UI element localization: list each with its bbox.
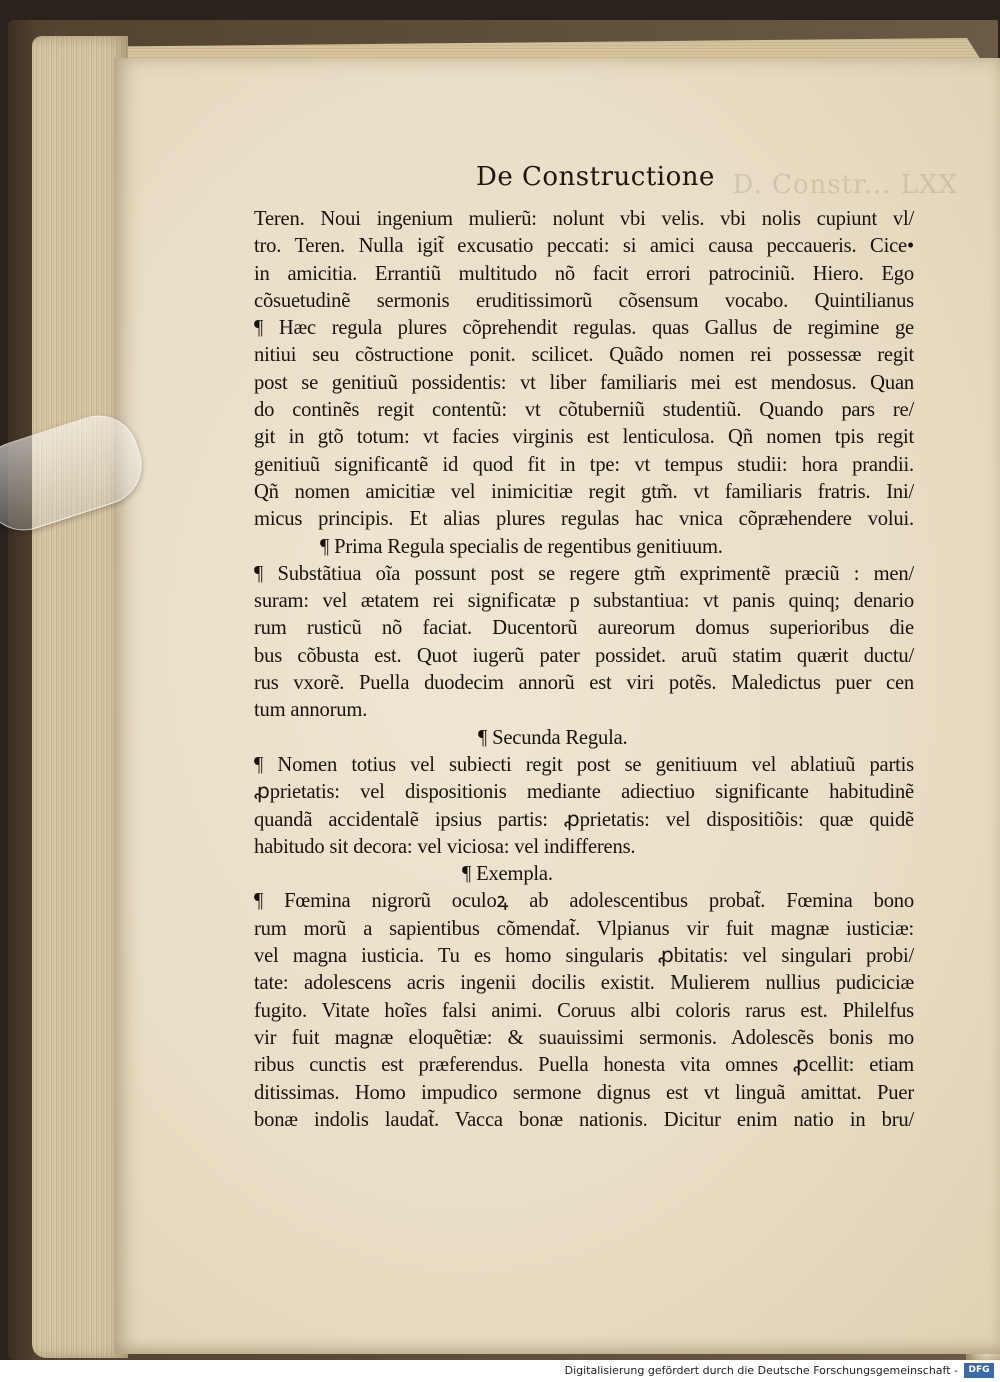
rule-heading: ¶ Secunda Regula. xyxy=(478,726,628,749)
text-line: rum morũ a sapientibus cõmendat̃. Vlpianus vir fuit magnæ iusticiæ: xyxy=(254,917,914,940)
text-line: nitiui seu cõstructione ponit. scilicet. Quãdo nomen rei possessæ regit xyxy=(254,344,914,367)
text-line: genitiuũ significantẽ id quod fit in tpe: vt tempus studii: hora prandii. xyxy=(254,453,914,476)
digitization-footer xyxy=(0,1360,1000,1382)
text-line: post se genitiuũ possidentis: vt liber familiaris mei est mendosus. Quan xyxy=(254,371,914,394)
text-line: Qñ nomen amicitiæ vel inimicitiæ regit gtm̃. vt familiaris fratris. Ini/ xyxy=(254,480,914,503)
printed-text-block xyxy=(254,206,914,1134)
text-line: cõsuetudinẽ sermonis eruditissimorũ cõsensum vocabo. Quintilianus xyxy=(254,289,914,312)
text-line: bonæ indolis laudat̃. Vacca bonæ nationis. Dicitur enim natio in bru/ xyxy=(254,1108,914,1131)
text-line: ꝓprietatis: vel dispositionis mediante adiectiuo significante habitudinẽ xyxy=(254,781,914,804)
text-line: ditissimas. Homo impudico sermone dignus est vt linguã amittat. Puer xyxy=(254,1081,914,1104)
text-line: ¶ Substãtiua oĩa possunt post se regere gtm̃ exprimentẽ præciũ : men/ xyxy=(254,562,914,585)
text-line: ¶ Nomen totius vel subiecti regit post se genitiuum vel ablatiuũ partis xyxy=(254,753,914,776)
text-line: bus cõbusta est. Quot iugerũ pater possidet. aruũ statim quærit ductu/ xyxy=(254,644,914,667)
text-line: rum rusticũ nõ faciat. Ducentorũ aureorum domus superioribus die xyxy=(254,617,914,640)
text-line: suram: vel ætatem rei significatæ p substantiua: vt panis quinq; denario xyxy=(254,590,914,613)
text-line: tum annorum. xyxy=(254,699,368,722)
text-line: fugito. Vitate hoĩes falsi animi. Coruus albi coloris rarus est. Philelfus xyxy=(254,999,914,1022)
text-line: ¶ Fœmina nigrorũ oculoꝝ ab adolescentibus probat̃. Fœmina bono xyxy=(254,890,914,913)
text-line: rus vxorẽ. Puella duodecim annorũ est viri potẽs. Maledictus puer cen xyxy=(254,672,914,695)
text-line: tro. Teren. Nulla igit̃ excusatio peccati: si amici causa peccaueris. Cice• xyxy=(254,235,914,258)
text-line: tate: adolescens acris ingenii docilis existit. Mulierem nullius pudiciciæ xyxy=(254,972,914,995)
text-line: vir fuit magnæ eloquẽtiæ: & suauissimi sermonis. Adolescẽs bonis mo xyxy=(254,1026,914,1049)
text-line: ribus cunctis est præferendus. Puella honesta vita omnes ꝓcellit: etiam xyxy=(254,1054,914,1077)
dfg-logo-icon: DFG xyxy=(964,1363,994,1378)
text-line: do continẽs regit contentũ: vt cõtuberniũ studentiũ. Quando pars re/ xyxy=(254,399,914,422)
rule-heading: ¶ Exempla. xyxy=(462,863,553,886)
text-line: vel magna iusticia. Tu es homo singularis ꝓbitatis: vel singulari probi/ xyxy=(254,945,914,968)
page-heading: De Constructione xyxy=(476,162,715,192)
bleed-through-text: D. Constr... LXX xyxy=(732,170,958,200)
text-line: git in gtõ totum: vt facies virginis est lenticulosa. Qñ nomen tpis regit xyxy=(254,426,914,449)
text-line: micus principis. Et alias plures regulas hac vnica cõpræhendere volui. xyxy=(254,508,914,531)
text-line: quandã accidentalẽ ipsius partis: ꝓprietatis: vel dispositiõis: quæ quidẽ xyxy=(254,808,914,831)
funding-credit: Digitalisierung gefördert durch die Deutsche Forschungsgemeinschaft - xyxy=(564,1364,958,1377)
rule-heading: ¶ Prima Regula specialis de regentibus genitiuum. xyxy=(320,535,723,558)
text-line: in amicitia. Errantiũ multitudo nõ facit errori patrociniũ. Hiero. Ego xyxy=(254,262,914,285)
text-line: Teren. Noui ingenium mulierũ: nolunt vbi velis. vbi nolis cupiunt vl/ xyxy=(254,208,914,230)
text-line: ¶ Hæc regula plures cõprehendit regulas. quas Gallus de regimine ge xyxy=(254,317,914,340)
text-line: habitudo sit decora: vel viciosa: vel indifferens. xyxy=(254,835,636,858)
